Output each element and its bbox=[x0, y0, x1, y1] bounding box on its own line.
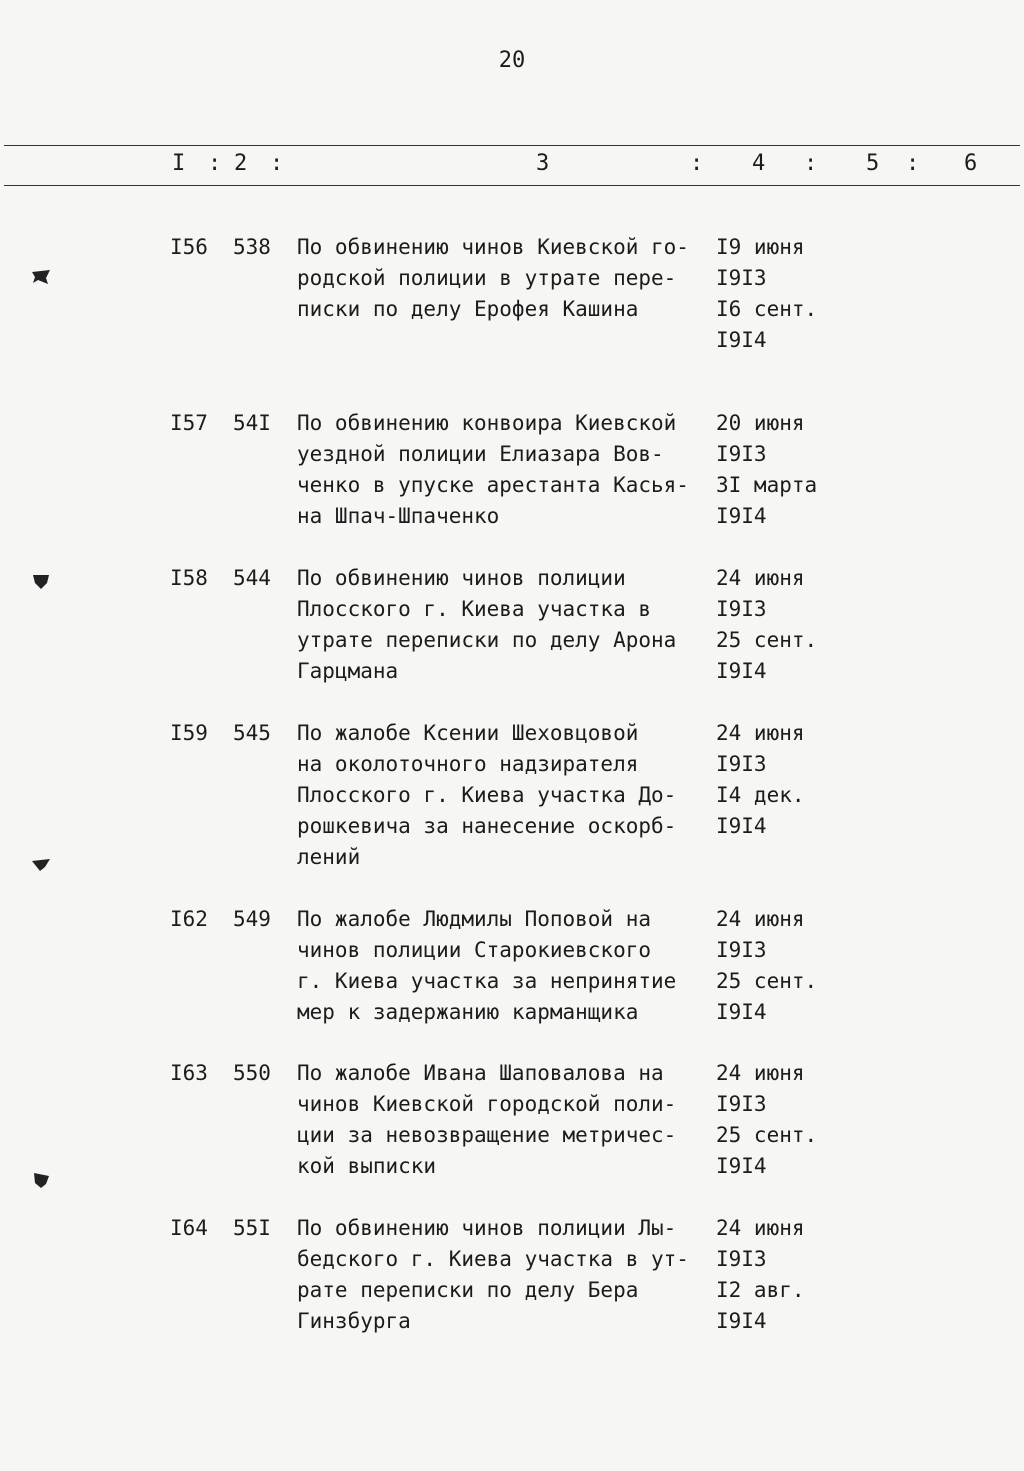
column-header-4: 4 bbox=[752, 151, 766, 176]
description-line: Гарцмана bbox=[297, 659, 399, 683]
start-date: 24 июня bbox=[716, 566, 805, 590]
end-date: 3I марта bbox=[716, 473, 818, 497]
header-bottom-rule bbox=[4, 185, 1020, 186]
start-year: I9I3 bbox=[716, 442, 767, 466]
punch-hole-mark bbox=[30, 855, 52, 873]
file-number: 544 bbox=[233, 566, 271, 590]
column-separator: : bbox=[804, 151, 818, 176]
end-date: I4 дек. bbox=[716, 783, 805, 807]
file-number: 54I bbox=[233, 411, 271, 435]
file-number: 55I bbox=[233, 1216, 271, 1240]
entry-description bbox=[297, 563, 707, 687]
entry-description bbox=[297, 718, 707, 873]
end-date: I6 сент. bbox=[716, 297, 818, 321]
start-year: I9I3 bbox=[716, 597, 767, 621]
end-date: 25 сент. bbox=[716, 1123, 818, 1147]
description-line: чинов Киевской городской поли- bbox=[297, 1092, 677, 1116]
entry-number: I58 bbox=[170, 566, 208, 590]
column-separator: : bbox=[690, 151, 704, 176]
punch-hole-mark bbox=[30, 268, 52, 286]
entry-description bbox=[297, 1213, 707, 1337]
end-year: I9I4 bbox=[716, 1154, 767, 1178]
file-number: 538 bbox=[233, 235, 271, 259]
entry-dates bbox=[716, 408, 826, 532]
description-line: утрате переписки по делу Арона bbox=[297, 628, 677, 652]
column-header-3: 3 bbox=[536, 151, 550, 176]
entry-description bbox=[297, 408, 707, 532]
entry-description bbox=[297, 1058, 707, 1182]
end-year: I9I4 bbox=[716, 1000, 767, 1024]
page-number: 20 bbox=[498, 48, 526, 73]
description-line: По обвинению чинов Киевской го- bbox=[297, 235, 689, 259]
start-date: 24 июня bbox=[716, 907, 805, 931]
description-line: писки по делу Ерофея Кашина bbox=[297, 297, 639, 321]
entry-number: I57 bbox=[170, 411, 208, 435]
end-year: I9I4 bbox=[716, 1309, 767, 1333]
description-line: лений bbox=[297, 845, 361, 869]
column-header-5: 5 bbox=[866, 151, 880, 176]
punch-hole-mark bbox=[30, 572, 52, 590]
description-line: на околоточного надзирателя bbox=[297, 752, 639, 776]
description-line: По жалобе Ксении Шеховцовой bbox=[297, 721, 639, 745]
end-date: 25 сент. bbox=[716, 628, 818, 652]
entry-dates bbox=[716, 1213, 826, 1337]
description-line: По обвинению конвоира Киевской bbox=[297, 411, 677, 435]
start-date: 24 июня bbox=[716, 1061, 805, 1085]
column-separator: : bbox=[906, 151, 920, 176]
start-year: I9I3 bbox=[716, 752, 767, 776]
description-line: рате переписки по делу Бера bbox=[297, 1278, 639, 1302]
description-line: ченко в упуске арестанта Касья- bbox=[297, 473, 689, 497]
description-line: чинов полиции Старокиевского bbox=[297, 938, 652, 962]
entry-description bbox=[297, 904, 707, 1028]
column-header-6: 6 bbox=[964, 151, 978, 176]
file-number: 549 bbox=[233, 907, 271, 931]
description-line: Плосского г. Киева участка До- bbox=[297, 783, 677, 807]
header-top-rule bbox=[4, 145, 1020, 146]
file-number: 545 bbox=[233, 721, 271, 745]
description-line: кой выписки bbox=[297, 1154, 437, 1178]
entry-dates bbox=[716, 1058, 826, 1182]
end-year: I9I4 bbox=[716, 659, 767, 683]
entry-dates bbox=[716, 232, 826, 356]
description-line: на Шпач-Шпаченко bbox=[297, 504, 500, 528]
entry-dates bbox=[716, 904, 826, 1028]
start-date: 20 июня bbox=[716, 411, 805, 435]
description-line: По жалобе Ивана Шаповалова на bbox=[297, 1061, 664, 1085]
start-year: I9I3 bbox=[716, 266, 767, 290]
column-header-1: I bbox=[172, 151, 186, 176]
start-date: I9 июня bbox=[716, 235, 805, 259]
description-line: По обвинению чинов полиции bbox=[297, 566, 626, 590]
description-line: Плосского г. Киева участка в bbox=[297, 597, 652, 621]
start-date: 24 июня bbox=[716, 721, 805, 745]
start-year: I9I3 bbox=[716, 1092, 767, 1116]
description-line: По обвинению чинов полиции Лы- bbox=[297, 1216, 677, 1240]
description-line: родской полиции в утрате пере- bbox=[297, 266, 677, 290]
entry-number: I59 bbox=[170, 721, 208, 745]
entry-description bbox=[297, 232, 707, 325]
column-header-2: 2 bbox=[234, 151, 248, 176]
end-date: I2 авг. bbox=[716, 1278, 805, 1302]
end-year: I9I4 bbox=[716, 504, 767, 528]
start-year: I9I3 bbox=[716, 938, 767, 962]
description-line: ции за невозвращение метричес- bbox=[297, 1123, 677, 1147]
file-number: 550 bbox=[233, 1061, 271, 1085]
entry-dates bbox=[716, 718, 826, 842]
entry-number: I64 bbox=[170, 1216, 208, 1240]
description-line: Гинзбурга bbox=[297, 1309, 411, 1333]
entry-number: I56 bbox=[170, 235, 208, 259]
description-line: По жалобе Людмилы Поповой на bbox=[297, 907, 652, 931]
entry-number: I62 bbox=[170, 907, 208, 931]
end-date: 25 сент. bbox=[716, 969, 818, 993]
column-separator: : bbox=[270, 151, 284, 176]
description-line: мер к задержанию карманщика bbox=[297, 1000, 639, 1024]
punch-hole-mark bbox=[30, 1171, 52, 1189]
description-line: уездной полиции Елиазара Вов- bbox=[297, 442, 664, 466]
description-line: бедского г. Киева участка в ут- bbox=[297, 1247, 689, 1271]
end-year: I9I4 bbox=[716, 814, 767, 838]
start-year: I9I3 bbox=[716, 1247, 767, 1271]
entry-number: I63 bbox=[170, 1061, 208, 1085]
description-line: рошкевича за нанесение оскорб- bbox=[297, 814, 677, 838]
entry-dates bbox=[716, 563, 826, 687]
end-year: I9I4 bbox=[716, 328, 767, 352]
start-date: 24 июня bbox=[716, 1216, 805, 1240]
column-separator: : bbox=[208, 151, 222, 176]
description-line: г. Киева участка за непринятие bbox=[297, 969, 677, 993]
